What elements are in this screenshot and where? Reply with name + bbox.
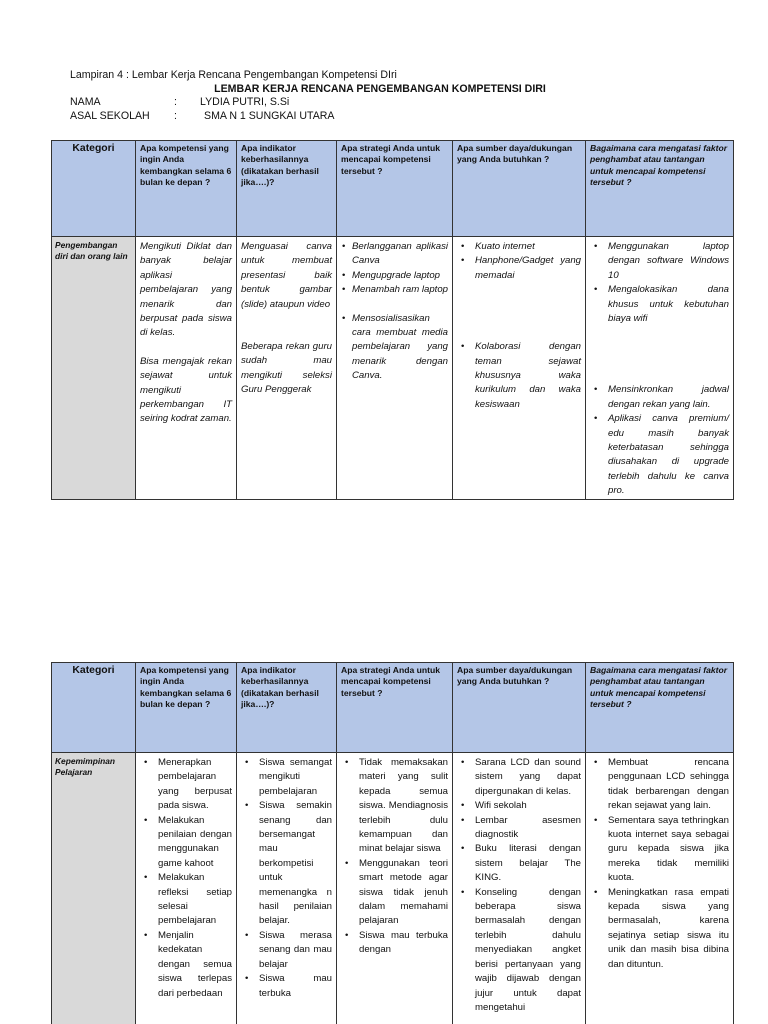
header-indikator: Apa indikator keberhasilannya (dikatakan berhasil jika….)? <box>237 663 337 753</box>
header-kategori: Kategori <box>52 141 136 237</box>
nama-label: NAMA <box>70 96 101 108</box>
list-item: • Siswa mau terbuka dengan <box>341 929 448 958</box>
list-item: • Aplikasi canva premium/ edu masih banyak keterbatasan sehingga diusahakan di upgrade terlebih dahulu ke canva pro. <box>590 412 729 498</box>
indikator-cell <box>237 237 337 500</box>
strategi-cell <box>337 753 453 1024</box>
nama-row <box>70 96 750 110</box>
nama-colon: : <box>174 96 177 108</box>
list-item: • Berlangganan aplikasi Canva <box>341 240 448 269</box>
sekolah-value: SMA N 1 SUNGKAI UTARA <box>204 109 335 122</box>
sumber-cell <box>453 237 586 500</box>
table-row <box>52 753 734 1024</box>
list-item: • Kolaborasi dengan teman sejawat khususnya waka kurikulum dan waka kesiswaan <box>457 340 581 412</box>
worksheet-table-1 <box>51 140 734 500</box>
list-item: • Buku literasi dengan sistem belajar The KING. <box>457 842 581 885</box>
table-row <box>52 237 734 500</box>
list-item: • Siswa mau terbuka <box>241 972 332 1001</box>
list-item: • Membuat rencana penggunaan LCD sehingga tidak berbarengan dengan rekan sejawat yang lain. <box>590 756 729 814</box>
list-item: • Siswa merasa senang dan mau belajar <box>241 929 332 972</box>
list-item: • Lembar asesmen diagnostik <box>457 814 581 843</box>
list-item: • Mengalokasikan dana khusus untuk kebutuhan biaya wifi <box>590 283 729 326</box>
list-item: • Mensinkronkan jadwal dengan rekan yang lain. <box>590 383 729 412</box>
lampiran-line: Lampiran 4 : Lembar Kerja Rencana Pengembangan Kompetensi DIri <box>70 69 397 81</box>
list-item: • Mensosialisasikan cara membuat media pembelajaran yang menarik dengan Canva. <box>341 312 448 384</box>
document-title: LEMBAR KERJA RENCANA PENGEMBANGAN KOMPETENSI DIRI <box>214 82 546 95</box>
hambatan-cell <box>586 753 734 1024</box>
indikator-paragraph: Menguasai canva untuk membuat presentasi baik bentuk gambar (slide) ataupun video <box>241 241 332 310</box>
list-item: • Mengupgrade laptop <box>341 269 448 283</box>
kategori-cell: Kepemimpinan Pelajaran <box>52 753 136 1024</box>
list-item: • Melakukan penilaian dengan menggunakan game kahoot <box>140 814 232 872</box>
list-item: • Melakukan refleksi setiap selesai pembelajaran <box>140 871 232 929</box>
list-item: • Siswa semakin senang dan bersemangat mau berkompetisi untuk memenangka n hasil penilaian belajar. <box>241 799 332 929</box>
header-hambatan: Bagaimana cara mengatasi faktor penghambat atau tantangan untuk mencapai kompetensi tersebut ? <box>586 663 734 753</box>
indikator-paragraph: Beberapa rekan guru sudah mau mengikuti seleksi Guru Penggerak <box>241 341 332 396</box>
kompetensi-cell <box>136 753 237 1024</box>
list-item: • Hanphone/Gadget yang memadai <box>457 254 581 283</box>
list-item: • Menjalin kedekatan dengan semua siswa terlepas dari perbedaan <box>140 929 232 1001</box>
kompetensi-paragraph: Mengikuti Diklat dan banyak belajar aplikasi pembelajaran yang menarik dan berpusat pada siswa di kelas. <box>140 241 232 339</box>
list-item: • Wifi sekolah <box>457 799 581 813</box>
kompetensi-paragraph: Bisa mengajak rekan sejawat untuk mengikuti perkembangan IT seiring kodrat zaman. <box>140 355 232 425</box>
header-strategi: Apa strategi Anda untuk mencapai kompetensi tersebut ? <box>337 663 453 753</box>
list-item: • Konseling dengan beberapa siswa bermasalah dengan terlebih dahulu menyediakan angket berisi pertanyaan yang wajib dijawab dengan jujur untuk dapat mengetahui <box>457 886 581 1016</box>
list-item: • Menggunakan teori smart metode agar siswa tidak jenuh dalam memahami pelajaran <box>341 857 448 929</box>
document-header <box>70 69 750 123</box>
list-item: • Sementara saya tethringkan kuota internet saya sebagai guru kepada siswa jika mereka tidak memiliki kuota. <box>590 814 729 886</box>
hambatan-cell <box>586 237 734 500</box>
list-item: • Menambah ram laptop <box>341 283 448 297</box>
header-kompetensi: Apa kompetensi yang ingin Anda kembangkan selama 6 bulan ke depan ? <box>136 141 237 237</box>
list-item: • Siswa semangat mengikuti pembelajaran <box>241 756 332 799</box>
list-item: • Tidak memaksakan materi yang sulit kepada semua siswa. Mendiagnosis terlebih dulu kemampuan dan minat belajar siswa <box>341 756 448 857</box>
sekolah-row <box>70 110 750 124</box>
header-indikator: Apa indikator keberhasilannya (dikatakan berhasil jika….)? <box>237 141 337 237</box>
list-item: • Kuato internet <box>457 240 581 254</box>
indikator-cell <box>237 753 337 1024</box>
table-header-row <box>52 663 734 753</box>
sekolah-colon: : <box>174 109 177 122</box>
sumber-cell <box>453 753 586 1024</box>
kategori-cell: Pengembangan diri dan orang lain <box>52 237 136 500</box>
nama-value: LYDIA PUTRI, S.Si <box>200 96 290 108</box>
sekolah-label: ASAL SEKOLAH <box>70 109 150 122</box>
table-header-row <box>52 141 734 237</box>
kompetensi-cell <box>136 237 237 500</box>
header-sumber: Apa sumber daya/dukungan yang Anda butuhkan ? <box>453 141 586 237</box>
header-hambatan: Bagaimana cara mengatasi faktor penghambat atau tantangan untuk mencapai kompetensi tersebut ? <box>586 141 734 237</box>
header-kategori: Kategori <box>52 663 136 753</box>
list-item: • Sarana LCD dan sound sistem yang dapat dipergunakan di kelas. <box>457 756 581 799</box>
list-item: • Menggunakan laptop dengan software Windows 10 <box>590 240 729 283</box>
list-item: • Meningkatkan rasa empati kepada siswa yang bermasalah, karena sejatinya setiap siswa itu unik dan masih bisa dibina dan dituntun. <box>590 886 729 972</box>
header-kompetensi: Apa kompetensi yang ingin Anda kembangkan selama 6 bulan ke depan ? <box>136 663 237 753</box>
header-sumber: Apa sumber daya/dukungan yang Anda butuhkan ? <box>453 663 586 753</box>
strategi-cell <box>337 237 453 500</box>
worksheet-table-2 <box>51 662 734 1024</box>
list-item: • Menerapkan pembelajaran yang berpusat pada siswa. <box>140 756 232 814</box>
header-strategi: Apa strategi Anda untuk mencapai kompetensi tersebut ? <box>337 141 453 237</box>
